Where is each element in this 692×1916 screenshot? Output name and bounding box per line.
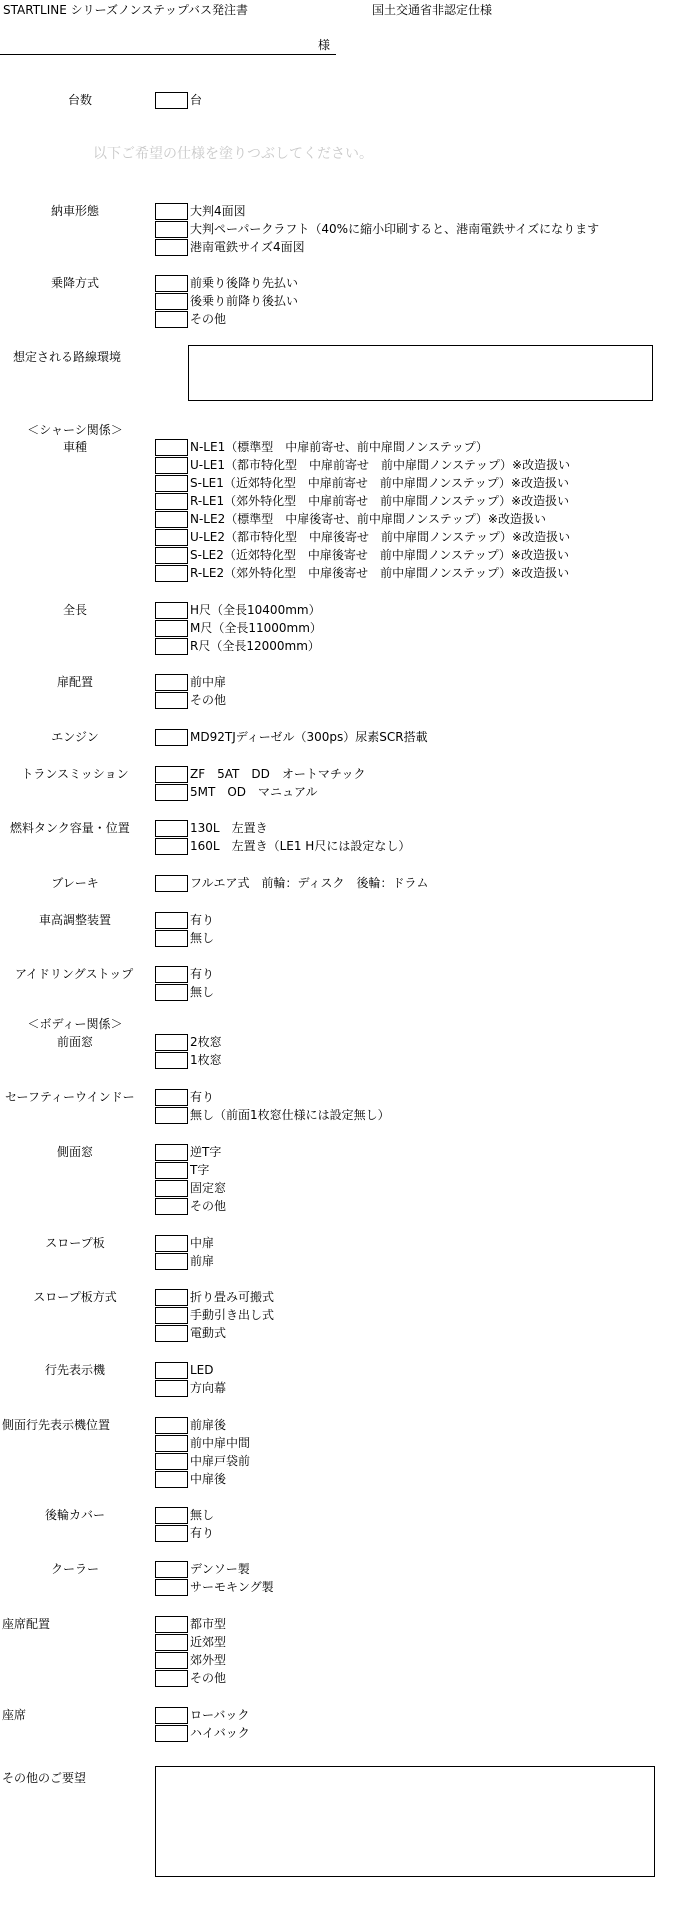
option-label: 手動引き出し式 (190, 1308, 275, 1322)
option-checkbox[interactable] (155, 293, 188, 310)
option-checkbox[interactable] (155, 1362, 188, 1379)
option-label: S-LE1（近郊特化型 中扉前寄せ 前中扉間ノンステップ）※改造扱い (190, 476, 569, 490)
option-checkbox[interactable] (155, 930, 188, 947)
option-label: 都市型 (190, 1617, 227, 1631)
option-checkbox[interactable] (155, 1052, 188, 1069)
option-label: 港南電鉄サイズ4面図 (190, 240, 305, 254)
fuel-label: 燃料タンク容量・位置 (10, 821, 130, 835)
option-checkbox[interactable] (155, 457, 188, 474)
body-section-heading: ＜ボディー関係＞ (27, 1017, 123, 1031)
option-label: 大判4面図 (190, 204, 246, 218)
engine-label: エンジン (51, 730, 99, 744)
option-label: 無し (190, 985, 215, 999)
option-checkbox[interactable] (155, 638, 188, 655)
option-label: R尺（全長12000mm） (190, 639, 320, 653)
option-label: 方向幕 (190, 1381, 227, 1395)
option-checkbox[interactable] (155, 1307, 188, 1324)
seat-label: 座席 (2, 1708, 27, 1722)
length-label: 全長 (62, 603, 87, 617)
option-checkbox[interactable] (155, 912, 188, 929)
option-checkbox[interactable] (155, 1034, 188, 1051)
option-checkbox[interactable] (155, 984, 188, 1001)
option-checkbox[interactable] (155, 1507, 188, 1524)
other-textarea[interactable] (155, 1766, 655, 1877)
option-checkbox[interactable] (155, 275, 188, 292)
option-checkbox[interactable] (155, 1089, 188, 1106)
option-label: ローバック (190, 1708, 250, 1722)
option-label: 1枚窓 (190, 1053, 222, 1067)
route-textarea[interactable] (188, 345, 653, 401)
option-label: その他 (190, 1671, 227, 1685)
option-label: S-LE2（近郊特化型 中扉後寄せ 前中扉間ノンステップ）※改造扱い (190, 548, 569, 562)
option-label: 無し (190, 1508, 215, 1522)
option-label: MD92TJディーゼル（300ps）尿素SCR搭載 (190, 730, 428, 744)
option-label: 前乗り後降り先払い (190, 276, 299, 290)
option-label: 無し（前面1枚窓仕様には設定無し） (190, 1108, 390, 1122)
option-label: T字 (190, 1163, 210, 1177)
option-label: 中扉後 (190, 1472, 227, 1486)
option-label: M尺（全長11000mm） (190, 621, 322, 635)
option-label: N-LE1（標準型 中扉前寄せ、前中扉間ノンステップ） (190, 440, 488, 454)
option-checkbox[interactable] (155, 1253, 188, 1270)
option-checkbox[interactable] (155, 1453, 188, 1470)
units-label: 台数 (67, 93, 92, 107)
seat-layout-label: 座席配置 (2, 1617, 51, 1631)
option-checkbox[interactable] (155, 1198, 188, 1215)
idling-label: アイドリングストップ (15, 967, 134, 981)
side-dest-label: 側面行先表示機位置 (2, 1418, 111, 1432)
option-label: その他 (190, 693, 227, 707)
option-checkbox[interactable] (155, 1325, 188, 1342)
chassis-section-heading: ＜シャーシ関係＞ (27, 423, 123, 437)
model-label: 車種 (62, 440, 87, 454)
option-label: 電動式 (190, 1326, 227, 1340)
option-checkbox[interactable] (155, 1670, 188, 1687)
option-label: フルエア式 前輪：ディスク 後輪：ドラム (190, 876, 429, 890)
option-checkbox[interactable] (155, 729, 188, 746)
slope-label: スロープ板 (45, 1236, 105, 1250)
option-checkbox[interactable] (155, 1435, 188, 1452)
option-checkbox[interactable] (155, 674, 188, 691)
cooler-label: クーラー (50, 1562, 99, 1576)
option-label: 前中扉 (190, 675, 227, 689)
slope-type-label: スロープ板方式 (33, 1290, 117, 1304)
units-suffix: 台 (190, 93, 203, 107)
option-checkbox[interactable] (155, 1144, 188, 1161)
delivery-label: 納車形態 (50, 204, 99, 218)
option-checkbox[interactable] (155, 529, 188, 546)
option-checkbox[interactable] (155, 1235, 188, 1252)
option-checkbox[interactable] (155, 838, 188, 855)
safety-window-label: セーフティーウインドー (5, 1090, 135, 1104)
option-label: 折り畳み可搬式 (190, 1290, 275, 1304)
option-label: R-LE1（郊外特化型 中扉前寄せ 前中扉間ノンステップ）※改造扱い (190, 494, 570, 508)
option-label: 前扉 (190, 1254, 215, 1268)
option-checkbox[interactable] (155, 475, 188, 492)
option-checkbox[interactable] (155, 547, 188, 564)
option-checkbox[interactable] (155, 1725, 188, 1742)
option-checkbox[interactable] (155, 1380, 188, 1397)
route-label: 想定される路線環境 (13, 350, 122, 364)
option-checkbox[interactable] (155, 1652, 188, 1669)
option-checkbox[interactable] (155, 493, 188, 510)
option-label: サーモキング製 (190, 1580, 274, 1594)
honorific: 様 (318, 38, 331, 52)
option-checkbox[interactable] (155, 203, 188, 220)
option-checkbox[interactable] (155, 1561, 188, 1578)
option-checkbox[interactable] (155, 439, 188, 456)
option-label: 逆T字 (190, 1145, 222, 1159)
dest-display-label: 行先表示機 (44, 1363, 105, 1377)
option-label: LED (190, 1363, 214, 1377)
transmission-label: トランスミッション (21, 767, 129, 781)
option-checkbox[interactable] (155, 1634, 188, 1651)
option-label: 有り (190, 1090, 215, 1104)
option-label: 2枚窓 (190, 1035, 222, 1049)
option-label: 固定窓 (190, 1181, 227, 1195)
option-checkbox[interactable] (155, 766, 188, 783)
option-checkbox[interactable] (155, 565, 188, 582)
option-label: 前扉後 (190, 1418, 227, 1432)
other-label: その他のご要望 (2, 1771, 87, 1785)
option-label: その他 (190, 1199, 227, 1213)
option-label: 中扉 (190, 1236, 215, 1250)
option-checkbox[interactable] (155, 1525, 188, 1542)
option-label: 有り (190, 1526, 215, 1540)
customer-name-line[interactable] (0, 54, 336, 55)
option-label: 130L 左置き (190, 821, 268, 835)
option-label: U-LE1（都市特化型 中扉前寄せ 前中扉間ノンステップ）※改造扱い (190, 458, 571, 472)
side-window-label: 側面窓 (56, 1145, 93, 1159)
option-checkbox[interactable] (155, 784, 188, 801)
certification-note: 国土交通省非認定仕様 (372, 3, 493, 17)
option-checkbox[interactable] (155, 1579, 188, 1596)
option-checkbox[interactable] (155, 602, 188, 619)
wheel-cover-label: 後輪カバー (44, 1508, 105, 1522)
instruction-hint: 以下ご希望の仕様を塗りつぶしてください。 (93, 146, 373, 162)
option-checkbox[interactable] (155, 1471, 188, 1488)
option-label: ZF 5AT DD オートマチック (190, 767, 366, 781)
height-adjust-label: 車高調整装置 (38, 913, 111, 927)
option-label: 有り (190, 913, 215, 927)
option-checkbox[interactable] (155, 1180, 188, 1197)
option-label: N-LE2（標準型 中扉後寄せ、前中扉間ノンステップ）※改造扱い (190, 512, 546, 526)
option-label: 中扉戸袋前 (190, 1454, 251, 1468)
option-checkbox[interactable] (155, 511, 188, 528)
front-window-label: 前面窓 (56, 1035, 93, 1049)
option-checkbox[interactable] (155, 820, 188, 837)
option-label: 後乗り前降り後払い (190, 294, 299, 308)
option-checkbox[interactable] (155, 692, 188, 709)
option-checkbox[interactable] (155, 966, 188, 983)
option-checkbox[interactable] (155, 239, 188, 256)
option-label: U-LE2（都市特化型 中扉後寄せ 前中扉間ノンステップ）※改造扱い (190, 530, 571, 544)
option-label: R-LE2（郊外特化型 中扉後寄せ 前中扉間ノンステップ）※改造扱い (190, 566, 570, 580)
option-label: 有り (190, 967, 215, 981)
units-input[interactable] (155, 92, 188, 109)
option-checkbox[interactable] (155, 311, 188, 328)
option-checkbox[interactable] (155, 1616, 188, 1633)
option-label: 5MT OD マニュアル (190, 785, 318, 799)
brake-label: ブレーキ (51, 876, 99, 890)
option-label: 無し (190, 931, 215, 945)
option-label: その他 (190, 312, 227, 326)
option-checkbox[interactable] (155, 620, 188, 637)
option-checkbox[interactable] (155, 875, 188, 892)
option-checkbox[interactable] (155, 1707, 188, 1724)
option-label: 郊外型 (190, 1653, 227, 1667)
option-checkbox[interactable] (155, 1162, 188, 1179)
option-label: 前中扉中間 (190, 1436, 251, 1450)
doors-label: 扉配置 (56, 675, 93, 689)
option-checkbox[interactable] (155, 1417, 188, 1434)
option-checkbox[interactable] (155, 1289, 188, 1306)
order-title: STARTLINE シリーズノンステップバス発注書 (3, 3, 248, 17)
option-label: ハイバック (190, 1726, 250, 1740)
option-label: 160L 左置き（LE1 H尺には設定なし） (190, 839, 411, 853)
boarding-label: 乗降方式 (50, 276, 99, 290)
option-label: 大判ペーパークラフト（40%に縮小印刷すると、港南電鉄サイズになります (190, 222, 600, 236)
option-label: H尺（全長10400mm） (190, 603, 321, 617)
option-checkbox[interactable] (155, 1107, 188, 1124)
option-label: デンソー製 (190, 1562, 250, 1576)
option-label: 近郊型 (190, 1635, 227, 1649)
option-checkbox[interactable] (155, 221, 188, 238)
